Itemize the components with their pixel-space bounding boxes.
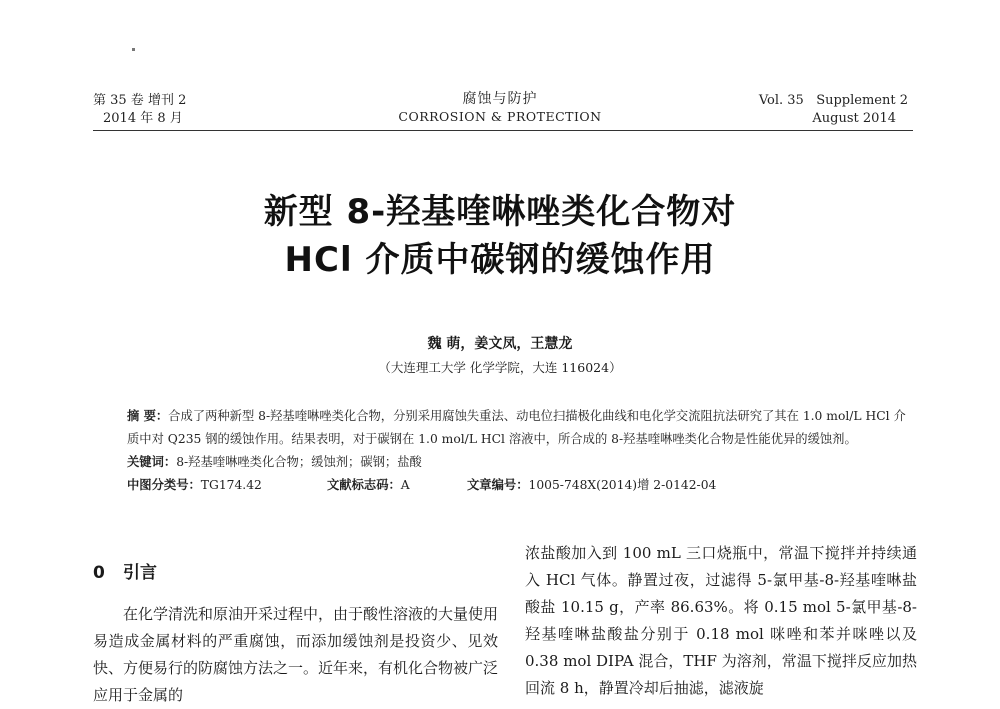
title-line-2: HCl 介质中碳钢的缓蚀作用 <box>284 240 716 280</box>
section-title: 引言 <box>123 563 157 583</box>
header-date-cn: 2014 年 8 月 <box>103 111 183 126</box>
articleno-value: 1005-748X(2014)增 2-0142-04 <box>528 478 717 492</box>
doccode-label: 文献标志码： <box>327 478 401 492</box>
right-column-paragraph: 浓盐酸加入到 100 mL 三口烧瓶中，常温下搅拌并持续通入 HCl 气体。静置过夜，过滤得 5-氯甲基-8-羟基喹啉盐酸盐 10.15 g，产率 86.63%。将 0.15 mol 5-氯甲基-8-羟基喹啉盐酸盐分别于 0.18 mol 咪唑和苯并咪唑以及 0.38 mol DIPA 混合，THF 为溶剂，常温下搅拌反应加热回流 8 h，静置冷却后抽滤，滤液旋 <box>525 544 917 697</box>
header-issue-info-en <box>759 92 908 128</box>
clc-label: 中图分类号： <box>127 478 201 492</box>
keywords-line <box>127 451 907 474</box>
right-column <box>525 540 917 702</box>
journal-name-cn: 腐蚀与防护 <box>462 91 538 107</box>
title-line-1: 新型 8-羟基喹啉唑类化合物对 <box>263 192 737 232</box>
doccode-value: A <box>400 478 410 492</box>
articleno-label: 文章编号： <box>467 478 529 492</box>
abstract-paragraph <box>127 405 907 451</box>
abstract-label: 摘 要： <box>127 409 169 423</box>
abstract-block <box>127 405 907 497</box>
clc-value: TG174.42 <box>200 478 262 492</box>
intro-paragraph: 在化学清洗和原油开采过程中，由于酸性溶液的大量使用易造成金属材料的严重腐蚀，而添加缓蚀剂是投资少、见效快、方便易行的防腐蚀方法之一。近年来，有机化合物被广泛应用于金属的 <box>93 605 499 704</box>
author-list: 魏 萌，姜文凤，王慧龙 <box>427 336 573 352</box>
header-rule <box>93 130 913 131</box>
journal-name-en: CORROSION & PROTECTION <box>398 109 602 124</box>
scan-dot <box>132 48 135 51</box>
keywords-label: 关键词： <box>127 455 177 469</box>
classification-line <box>127 474 907 497</box>
affiliation: （大连理工大学 化学学院，大连 116024） <box>378 360 622 375</box>
paper-title <box>0 188 1000 284</box>
abstract-text: 合成了两种新型 8-羟基喹啉唑类化合物，分别采用腐蚀失重法、动电位扫描极化曲线和电化学交流阻抗法研究了其在 1.0 mol/L HCl 介质中对 Q235 钢的缓蚀作用。结果表明，对于碳钢在 1.0 mol/L HCl 溶液中，所合成的 8-羟基喹啉唑类化合物是性能优异的缓蚀剂。 <box>127 409 906 446</box>
left-column <box>93 560 498 709</box>
section-heading <box>93 560 498 587</box>
header-date-en: August 2014 <box>812 111 896 126</box>
keywords-text: 8-羟基喹啉唑类化合物；缓蚀剂；碳钢；盐酸 <box>176 455 422 469</box>
section-number: 0 <box>93 563 105 583</box>
header-volume-en: Vol. 35 Supplement 2 <box>758 93 908 108</box>
header-volume-cn: 第 35 卷 增刊 2 <box>93 93 187 108</box>
